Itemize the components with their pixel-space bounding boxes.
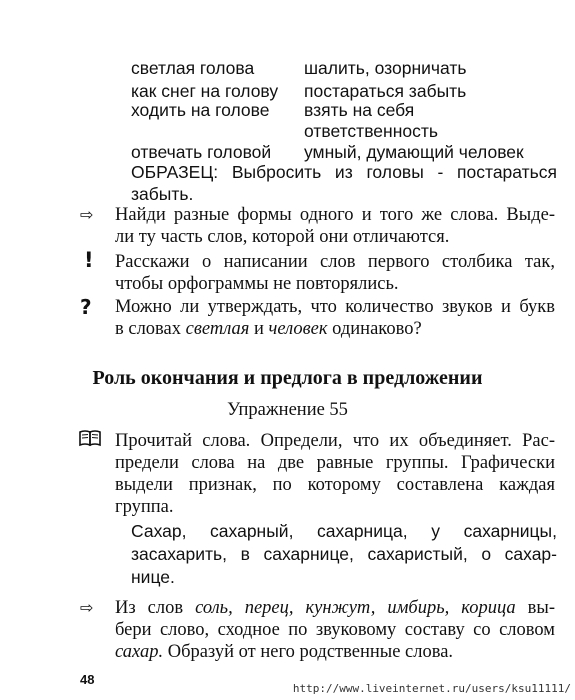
phrase-right: умный, думающий человек — [304, 142, 524, 162]
phrase-left: светлая голова — [131, 58, 255, 78]
exclamation-icon: ! — [84, 248, 94, 272]
task-sounds-letters — [115, 296, 555, 340]
task-line: выдели признак, по которому составлена каждая — [115, 475, 555, 495]
task-line: предели слова на две равные группы. Графически — [115, 453, 555, 473]
text-fragment: вы- — [515, 598, 555, 618]
task-line — [115, 597, 555, 619]
phrase-left: как снег на голову — [131, 81, 279, 101]
phrase-right: шалить, озорничать — [304, 58, 467, 78]
task-line: бери слово, сходное по звуковому составу со словом — [115, 620, 555, 640]
text-fragment: Из слов — [115, 598, 196, 618]
task-tell-spelling — [115, 251, 555, 295]
italic-word: светлая — [185, 319, 250, 339]
word-line: засахарить, в сахарнице, сахаристый, о сахар- — [131, 544, 557, 564]
italic-word: человек — [268, 319, 328, 339]
phrase-right: постараться забыть — [304, 81, 467, 101]
word-list — [131, 520, 557, 589]
task-line: Прочитай слова. Определи, что их объединяет. Рас- — [115, 431, 555, 451]
watermark-url: http://www.liveinternet.ru/users/ksu11111/ — [292, 682, 571, 695]
task-line — [115, 318, 555, 340]
task-line — [115, 641, 555, 663]
sample-line: забыть. — [131, 184, 194, 204]
question-icon: ? — [80, 295, 92, 319]
phrase-right: ответственность — [304, 121, 438, 141]
book-icon — [78, 429, 102, 451]
task-read-words — [115, 430, 555, 518]
task-line: Можно ли утверждать, что количество звуков и букв — [115, 297, 555, 317]
text-fragment: и — [249, 319, 269, 339]
text-fragment: Образуй от него родственные слова. — [163, 642, 454, 662]
exercise-number: Упражнение 55 — [227, 400, 348, 420]
sample-text — [131, 161, 557, 205]
section-title: Роль окончания и предлога в предложении — [92, 367, 483, 389]
italic-word: сахар. — [115, 642, 164, 662]
task-line: ли ту часть слов, которой они отличаются. — [115, 227, 450, 247]
text-fragment: одинаково? — [327, 319, 422, 339]
task-line: Расскажи о написании слов первого столбика так, — [115, 252, 555, 272]
phrase-left: отвечать головой — [131, 142, 272, 162]
task-line: Найди разные формы одного и того же слова. Выде- — [115, 205, 555, 225]
italic-words: соль, перец, кунжут, имбирь, корица — [195, 598, 516, 618]
phrase-left: ходить на голове — [131, 100, 270, 120]
sample-line: ОБРАЗЕЦ: Выбросить из головы - постараться — [131, 162, 557, 182]
task-line: чтобы орфограммы не повторялись. — [115, 274, 399, 294]
task-choose-word — [115, 597, 555, 663]
arrow-icon: ⇨ — [80, 598, 94, 617]
arrow-icon: ⇨ — [80, 205, 94, 224]
task-find-forms — [115, 204, 555, 248]
page-number: 48 — [80, 672, 95, 687]
phrase-right: взять на себя — [304, 100, 415, 120]
word-line: нице. — [131, 567, 175, 587]
word-line: Сахар, сахарный, сахарница, у сахарницы, — [131, 521, 557, 541]
text-fragment: в словах — [115, 319, 186, 339]
task-line: группа. — [115, 497, 174, 517]
